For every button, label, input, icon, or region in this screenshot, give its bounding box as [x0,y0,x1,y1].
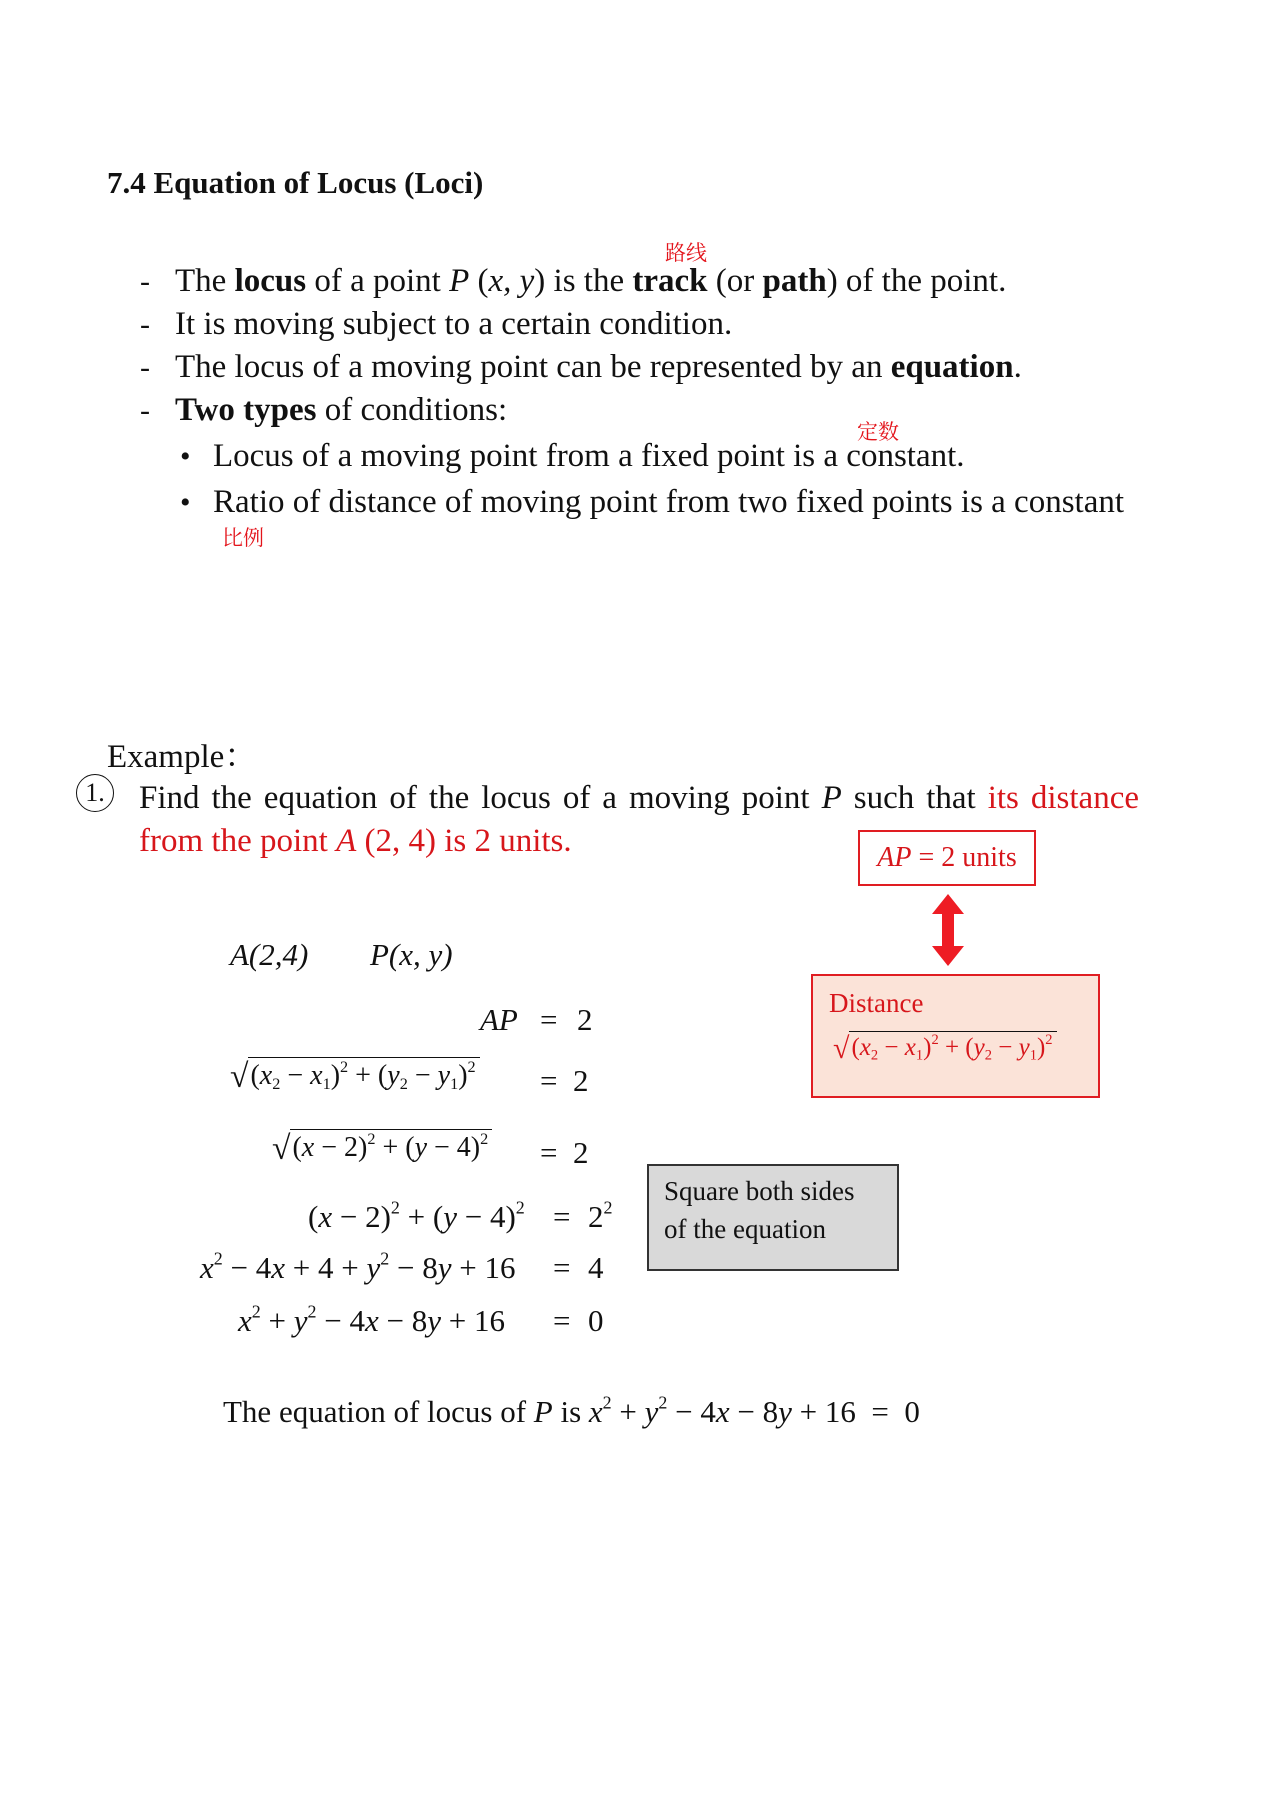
square-note-line-1: Square both sides [664,1176,855,1206]
work-line-5-left: $x^2 - 4x + 4 + y^2 - 8y + 16$ [200,1248,516,1285]
bullet-1: The locus of a point P (x, y) is the track (or path) of the point. [175,263,1007,299]
conclusion: The equation of locus of P is $x^2 + y^2 - 4x - 8y + 16 = 0$ [223,1392,920,1429]
bullet-3: The locus of a moving point can be represented by an equation. [175,349,1022,385]
work-line-2-right: 2 [573,1063,589,1098]
work-line-2-left: $√(x_2 - x_1)^2 + (y_2 - y_1)^2$ [230,1058,480,1096]
bullet-dot: • [180,486,191,519]
bullet-2: It is moving subject to a certain condition. [175,306,733,342]
work-line-5-right: 4 [588,1250,604,1285]
work-line-4-left: $(x - 2)^2 + (y - 4)^2$ [308,1197,525,1234]
distance-label: Distance [829,988,924,1018]
equals-sign: = [553,1303,571,1338]
question-line-1: Find the equation of the locus of a moving point P such that its distance [139,780,1139,816]
bullet-4: Two types of conditions: [175,392,508,428]
sub-bullet-2: Ratio of distance of moving point from two fixed points is a constant [213,484,1125,520]
work-line-1-right: 2 [577,1002,593,1037]
example-label: Example： [107,739,258,775]
work-line-6-right: 0 [588,1303,604,1338]
distance-formula: $√(x_2 - x_1)^2 + (y_2 - y_1)^2$ [833,1032,1057,1066]
equals-sign: = [540,1063,558,1098]
equals-sign: = [553,1199,571,1234]
annotation-ratio: 比例 [222,526,264,550]
equals-sign: = [540,1002,558,1037]
dash-marker: - [140,265,150,298]
point-p: P(x, y) [370,937,453,972]
bullet-dot: • [180,440,191,473]
square-note-line-2: of the equation [664,1214,826,1244]
section-title: 7.4 Equation of Locus (Loci) [107,165,484,200]
double-arrow-icon [928,892,968,968]
sub-bullet-1: Locus of a moving point from a fixed point is a constant. [213,438,965,474]
equals-sign: = [553,1250,571,1285]
work-line-3-right: 2 [573,1135,589,1170]
dash-marker: - [140,351,150,384]
distance-formula-box [811,974,1100,1098]
square-note-box [647,1164,899,1271]
ap-condition-box: AP = 2 units [858,830,1036,886]
annotation-path: 路线 [665,241,707,265]
example-number: 1. [76,774,114,812]
work-line-4-right: $2^2$ [588,1197,613,1234]
annotation-constant: 定数 [857,420,899,444]
dash-marker: - [140,308,150,341]
equals-sign: = [540,1135,558,1170]
point-a: A(2,4) [230,937,309,972]
work-line-6-left: $x^2 + y^2 - 4x - 8y + 16$ [238,1301,505,1338]
dash-marker: - [140,394,150,427]
question-line-2: from the point A (2, 4) is 2 units. [139,823,572,859]
work-line-1-left: AP [480,1002,518,1037]
work-line-3-left: $√(x - 2)^2 + (y - 4)^2$ [272,1130,492,1168]
